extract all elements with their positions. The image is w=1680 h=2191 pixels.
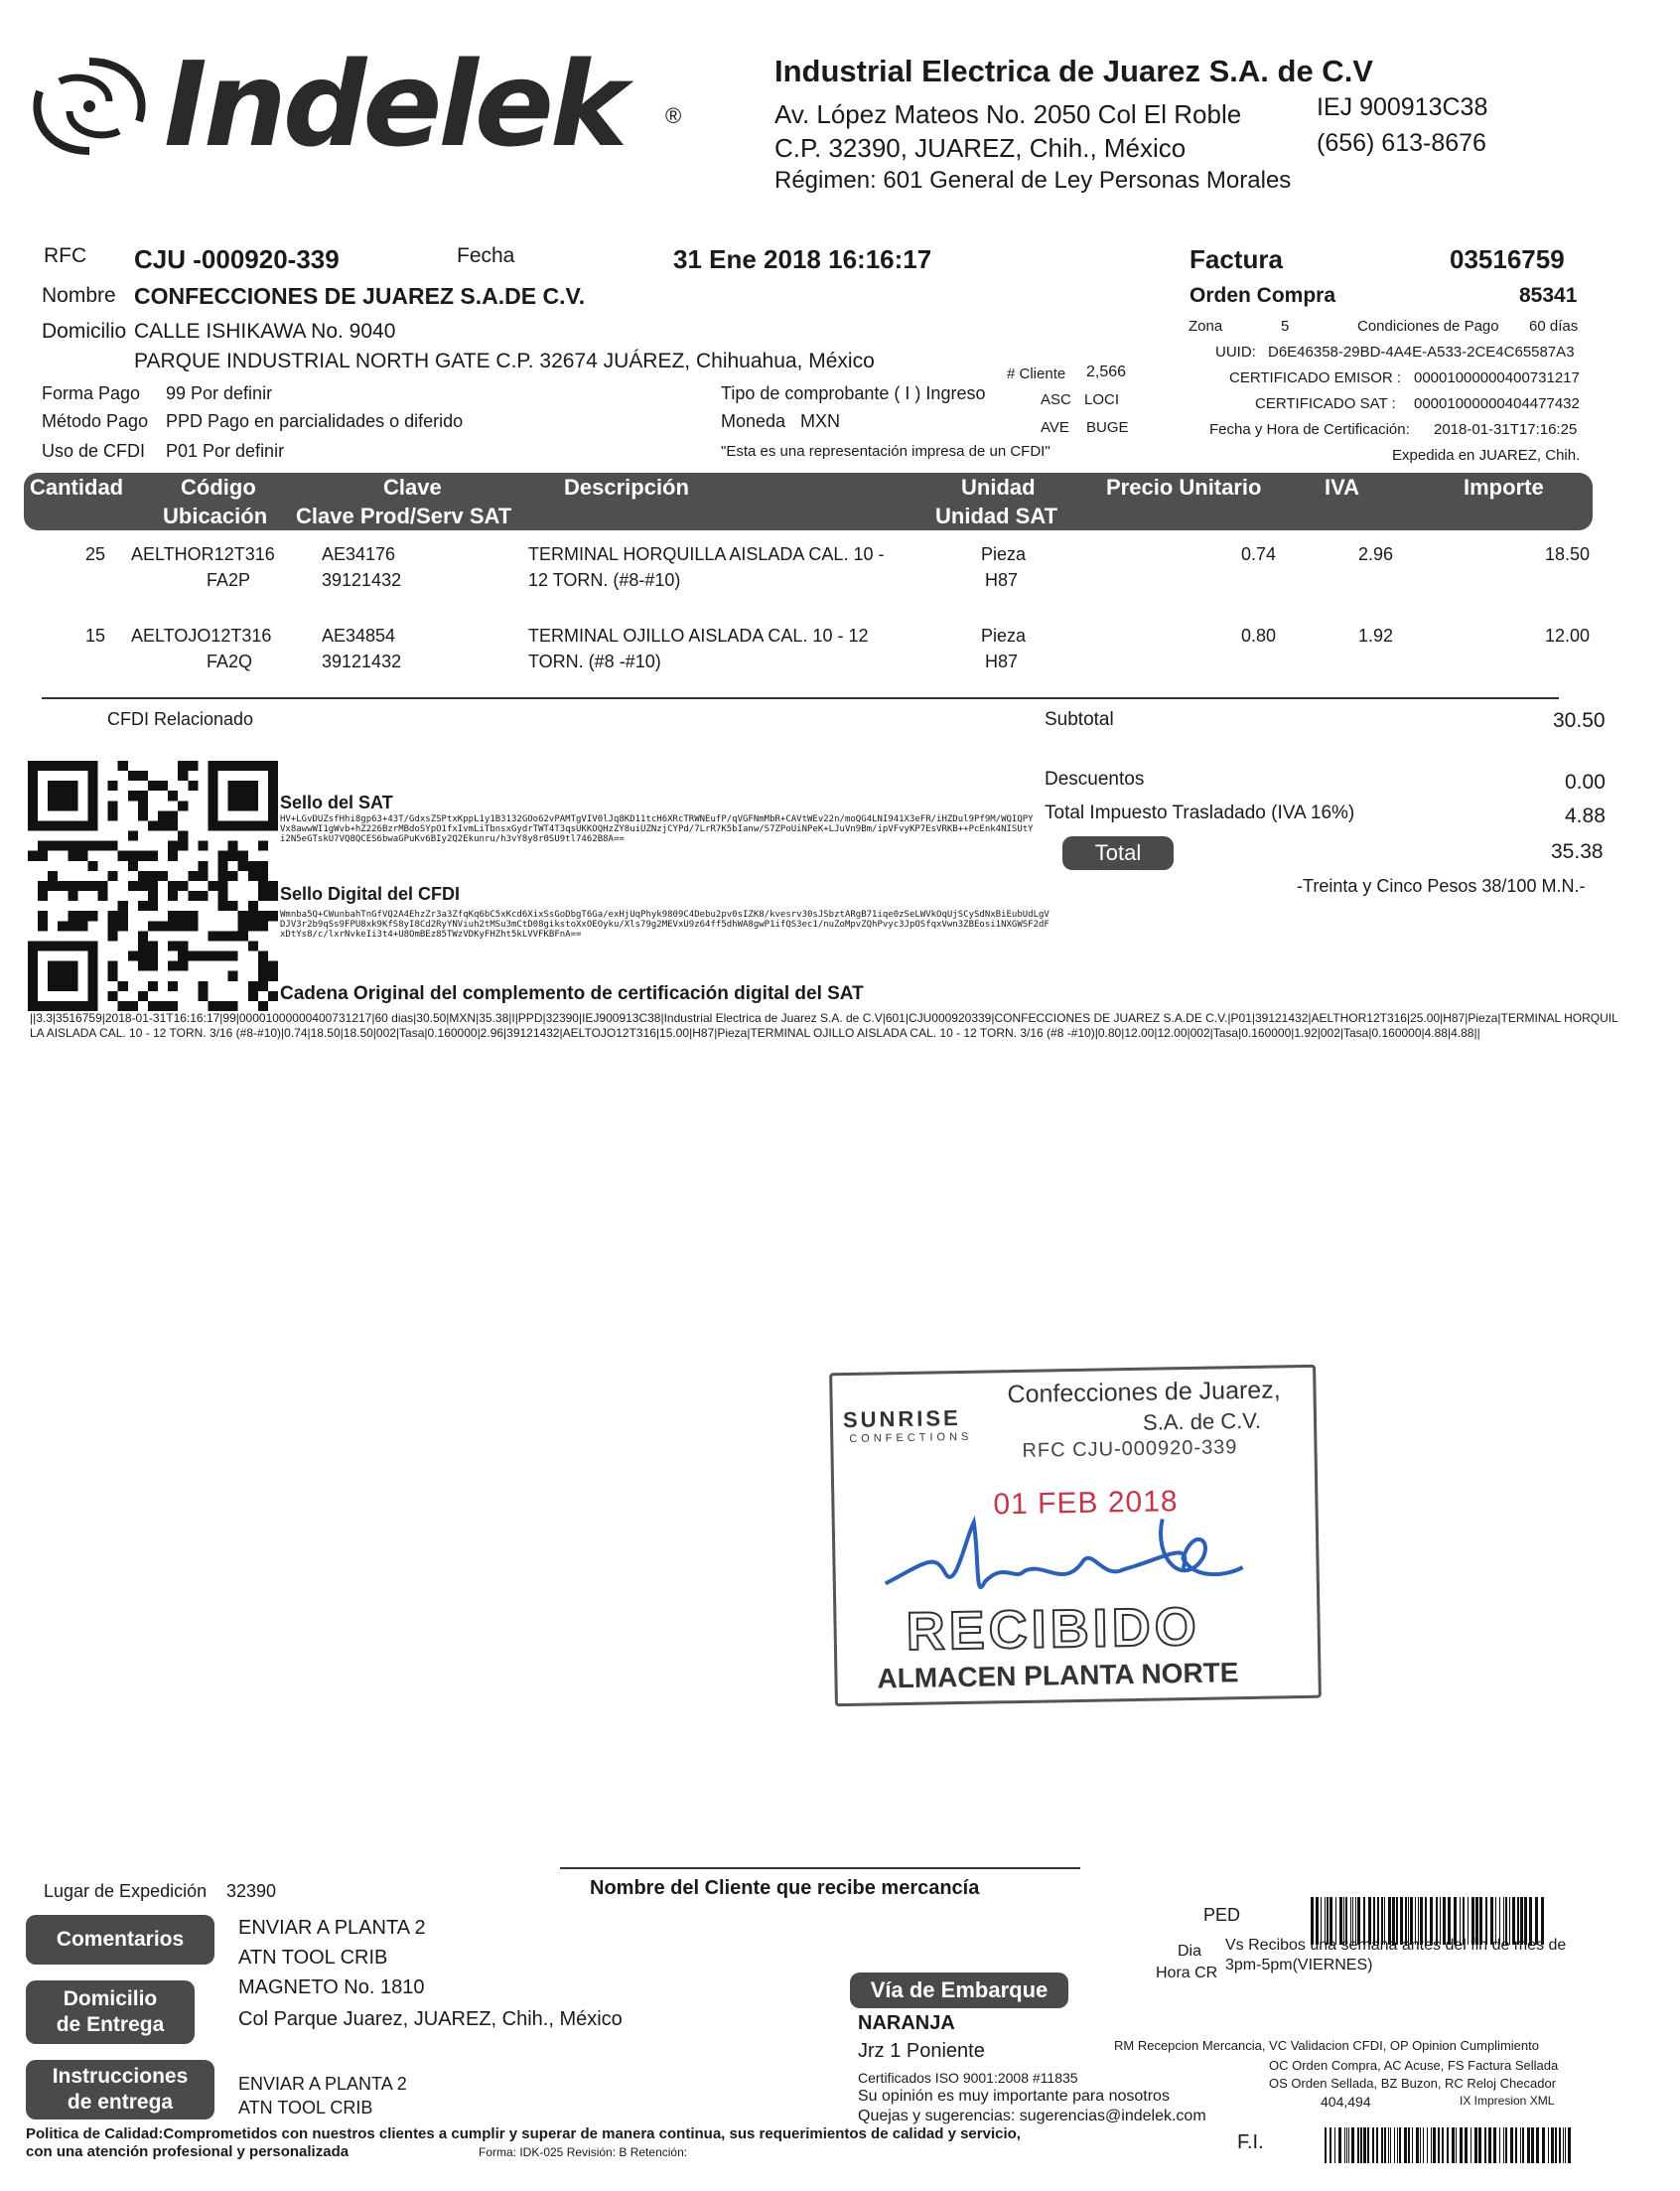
row-clave-sat: 39121432	[322, 652, 402, 671]
row-codigo: AELTOJO12T316	[131, 626, 272, 646]
politica-calidad: Politica de Calidad:Comprometidos con nuestros clientes a cumplir y superar de manera continua, sus requerimientos de calidad y servicio,	[26, 2125, 1021, 2142]
domicilio-entrega-line2: de Entrega	[56, 2013, 165, 2036]
col-ubicacion: Ubicación	[163, 504, 268, 528]
orden-label: Orden Compra	[1190, 284, 1336, 307]
col-clave-prod: Clave Prod/Serv SAT	[296, 504, 512, 528]
registered-mark: ®	[665, 103, 682, 128]
via-embarque-label: Vía de Embarque	[850, 1972, 1068, 2008]
sello-cfdi-label: Sello Digital del CFDI	[280, 884, 461, 904]
rfc-label: RFC	[44, 244, 87, 267]
invoice-date: 31 Ene 2018 16:16:17	[673, 244, 932, 274]
moneda-label: Moneda	[721, 411, 786, 431]
asc-value: LOCI	[1084, 391, 1120, 408]
row-desc2: TORN. (#8 -#10)	[528, 652, 661, 671]
iso-cert: Certificados ISO 9001:2008 #11835	[858, 2070, 1078, 2086]
barcode-bottom	[1325, 2127, 1575, 2163]
row-importe: 18.50	[1545, 544, 1591, 564]
subtotal-label: Subtotal	[1045, 709, 1114, 730]
row-iva: 2.96	[1358, 544, 1394, 564]
col-importe: Importe	[1464, 475, 1544, 500]
logo-text: Indelek	[164, 36, 625, 173]
comentarios-line2: ATN TOOL CRIB	[238, 1947, 388, 1969]
via-embarque-value2: Jrz 1 Poniente	[858, 2040, 985, 2062]
instrucciones-line1: Instrucciones	[52, 2065, 189, 2088]
subtotal-value: 30.50	[1553, 709, 1606, 732]
total-value: 35.38	[1551, 840, 1604, 863]
row-desc1: TERMINAL HORQUILLA AISLADA CAL. 10 -	[528, 544, 885, 564]
row-ubicacion: FA2Q	[207, 652, 253, 671]
condiciones-label: Condiciones de Pago	[1357, 318, 1499, 335]
company-address2: C.P. 32390, JUAREZ, Chih., México	[774, 133, 1187, 163]
row-unidad: Pieza	[981, 626, 1027, 646]
metodo-label: Método Pago	[42, 411, 149, 431]
fecha-label: Fecha	[457, 244, 515, 267]
table-header	[24, 473, 1593, 530]
stamp-recibido: RECIBIDO	[906, 1596, 1201, 1662]
fecha-cert-value: 2018-01-31T17:16:25	[1434, 421, 1578, 438]
nombre-cliente-label: Nombre del Cliente que recibe mercancía	[590, 1877, 980, 1899]
col-unidad: Unidad	[961, 475, 1036, 500]
expedida: Expedida en JUAREZ, Chih.	[1392, 447, 1581, 464]
descuentos-value: 0.00	[1565, 771, 1606, 794]
recibos-line2: 3pm-5pm(VIERNES)	[1225, 1957, 1373, 1973]
recibos-line1: Vs Recibos una semana antes del fin de mes de	[1225, 1937, 1567, 1954]
opinion-text: Su opinión es muy importante para nosotros	[858, 2088, 1170, 2105]
cadena-value: ||3.3|3516759|2018-01-31T16:16:17|99|00001000000400731217|60 dias|30.50|MXN|35.38|I|PPD|32390|IEJ900913C38|Industrial Electrica de Juarez S.A. de C.V|601|CJU000920339|CONFECCIONES DE JUAREZ S.A.DE C.V.|P01|39121432|AELTHOR12T316|25.00|H87|Pieza|TERMINAL HORQUILLA AISLADA CAL. 10 - 12 TORN. 3/16 (#8-#10)|0.74|18.50|18.50|002|Tasa|0.160000|2.96|39121432|AELTOJO12T316|15.00|H87|Pieza|TERMINAL OJILLO AISLADA CAL. 10 - 12 TORN. 3/16 (#8 -#10)|0.80|12.00|12.00|002|Tasa|0.160000|1.92|002|Tasa|0.160000|4.88|4.88||	[30, 1011, 1618, 1040]
row-precio: 0.74	[1241, 544, 1277, 564]
instrucciones2: ATN TOOL CRIB	[238, 2098, 373, 2118]
signature-line	[560, 1867, 1080, 1869]
company-name: Industrial Electrica de Juarez S.A. de C.V	[774, 54, 1373, 88]
company-address1: Av. López Mateos No. 2050 Col El Roble	[774, 99, 1242, 129]
domicilio-entrega-line1: Domicilio	[63, 1987, 158, 2010]
lugar-value: 32390	[226, 1881, 277, 1901]
domicilio-label: Domicilio	[42, 320, 127, 343]
forma-pago-label: Forma Pago	[42, 383, 141, 403]
cfdi-relacionado: CFDI Relacionado	[107, 709, 254, 729]
representacion-note: "Esta es una representación impresa de un CFDI"	[721, 443, 1050, 460]
nombre-label: Nombre	[42, 284, 116, 307]
stamp-company2: S.A. de C.V.	[1142, 1407, 1262, 1435]
client-name: CONFECCIONES DE JUAREZ S.A.DE C.V.	[134, 283, 586, 309]
forma-pago-value: 99 Por definir	[166, 383, 273, 403]
sello-cfdi-value: Wmnba5Q+CWunbahTnGfVQ2A4EhzZr3a3ZfqKq6bC5xKcd6XixSsGoDbgT6Ga/exHjUqPhyk9809C4Debu2pv0sIZK8/kvesrv30sJSbztARgB71iqe0zSeLWVkOqUjSCySdNxBiEubUdLgVDJV3r2b9qSs9FPU8xk9KfS8yI8Cd2RyYNViuh2tMSu3mCtD08gikstoXxOEOyku/Xls79g2MEVxU9z64ff5dhWA8gwP1ifQS3ec1/nuZoMpvZQhPvyc3JpOSfqxVwn3ZBEosi1NXGWSF2dFxDtYs8/c/lxrNvkeIi3t4+U8OmBEz85TWzVDKyFHZht5kLVVFKBFnA==	[280, 910, 1050, 940]
qr-code	[28, 761, 278, 1011]
descuentos-label: Descuentos	[1045, 769, 1145, 790]
uuid-label: UUID:	[1215, 344, 1256, 361]
fecha-cert-label: Fecha y Hora de Certificación:	[1209, 421, 1410, 438]
instrucciones1: ENVIAR A PLANTA 2	[238, 2074, 407, 2094]
metodo-value: PPD Pago en parcialidades o diferido	[166, 411, 464, 431]
factura-label: Factura	[1190, 244, 1283, 274]
row-desc2: 12 TORN. (#8-#10)	[528, 570, 681, 590]
company-phone: (656) 613-8676	[1317, 129, 1486, 157]
table-divider	[42, 697, 1559, 699]
stamp-date: 01 FEB 2018	[993, 1485, 1179, 1522]
comentarios-label: Comentarios	[26, 1915, 214, 1965]
swirl-logo-icon	[20, 42, 159, 171]
fi-label: F.I.	[1237, 2131, 1264, 2153]
row-cantidad: 25	[85, 544, 106, 564]
uso-value: P01 Por definir	[166, 441, 285, 461]
row-clave: AE34176	[322, 544, 396, 564]
company-regimen: Régimen: 601 General de Ley Personas Morales	[774, 167, 1292, 194]
zona-label: Zona	[1189, 318, 1223, 335]
dia-label: Dia	[1178, 1943, 1202, 1960]
domicilio-entrega1: MAGNETO No. 1810	[238, 1976, 425, 1998]
legend-line1: RM Recepcion Mercancia, VC Validacion CFDI, OP Opinion Cumplimiento	[1114, 2038, 1539, 2053]
row-precio: 0.80	[1241, 626, 1277, 646]
impuesto-value: 4.88	[1565, 804, 1606, 827]
col-codigo: Código	[181, 475, 256, 500]
cert-emisor-label: CERTIFICADO EMISOR :	[1229, 369, 1402, 386]
politica-calidad2: con una atención profesional y personalizada	[26, 2143, 350, 2160]
client-rfc: CJU -000920-339	[134, 244, 340, 274]
row-unidad-sat: H87	[985, 652, 1019, 671]
total-letra: -Treinta y Cinco Pesos 38/100 M.N.-	[1297, 876, 1586, 896]
legend-line2: OC Orden Compra, AC Acuse, FS Factura Sellada	[1269, 2058, 1559, 2073]
row-unidad: Pieza	[981, 544, 1027, 564]
row-cantidad: 15	[85, 626, 106, 646]
col-clave: Clave	[383, 475, 442, 500]
cliente-number: 2,566	[1086, 364, 1127, 380]
row-importe: 12.00	[1545, 626, 1591, 646]
footer-number: 404,494	[1321, 2094, 1371, 2110]
stamp-rfc: RFC CJU-000920-339	[1022, 1436, 1238, 1462]
row-clave-sat: 39121432	[322, 570, 402, 590]
ped-label: PED	[1203, 1905, 1241, 1925]
tipo-comprobante: Tipo de comprobante ( I ) Ingreso	[721, 383, 986, 403]
client-address2: PARQUE INDUSTRIAL NORTH GATE C.P. 32674 JUÁREZ, Chihuahua, México	[134, 350, 875, 372]
purchase-order: 85341	[1519, 284, 1578, 307]
row-codigo: AELTHOR12T316	[131, 544, 275, 564]
stamp-company1: Confecciones de Juarez,	[1007, 1376, 1281, 1409]
sello-sat-label: Sello del SAT	[280, 793, 393, 812]
col-descripcion: Descripción	[564, 475, 689, 500]
stamp-brand-sub: CONFECTIONS	[849, 1430, 973, 1445]
impuesto-label: Total Impuesto Trasladado (IVA 16%)	[1045, 803, 1355, 823]
cert-emisor-value: 00001000000400731217	[1414, 369, 1580, 386]
cadena-label: Cadena Original del complemento de certificación digital del SAT	[280, 983, 864, 1004]
cert-sat-value: 00001000000404477432	[1414, 395, 1580, 412]
legend-line3: OS Orden Sellada, BZ Buzon, RC Reloj Checador	[1269, 2076, 1557, 2091]
domicilio-entrega2: Col Parque Juarez, JUAREZ, Chih., México	[238, 2008, 623, 2030]
moneda-value: MXN	[800, 411, 840, 431]
via-embarque-value: NARANJA	[858, 2012, 955, 2034]
total-label: Total	[1062, 836, 1174, 870]
company-rfc: IEJ 900913C38	[1317, 93, 1488, 121]
col-iva: IVA	[1325, 475, 1360, 500]
lugar-label: Lugar de Expedición	[44, 1881, 208, 1901]
row-iva: 1.92	[1358, 626, 1394, 646]
uuid-value: D6E46358-29BD-4A4E-A533-2CE4C65587A3	[1268, 344, 1575, 361]
instrucciones-line2: de entrega	[67, 2091, 174, 2114]
ave-label: AVE	[1041, 419, 1069, 436]
quejas-text: Quejas y sugerencias: sugerencias@indelek.com	[858, 2108, 1206, 2124]
invoice-number: 03516759	[1450, 244, 1565, 274]
instrucciones-label	[26, 2060, 214, 2119]
client-address1: CALLE ISHIKAWA No. 9040	[134, 320, 396, 343]
condiciones-value: 60 días	[1529, 318, 1579, 335]
ave-value: BUGE	[1086, 419, 1129, 436]
hora-label: Hora CR	[1156, 1965, 1218, 1981]
zona-value: 5	[1281, 318, 1290, 335]
col-unidad-sat: Unidad SAT	[935, 504, 1058, 528]
impresion-xml: IX Impresion XML	[1460, 2094, 1555, 2108]
asc-label: ASC	[1041, 391, 1071, 408]
cliente-label: # Cliente	[1007, 365, 1066, 382]
forma-revision: Forma: IDK-025 Revisión: B Retención:	[479, 2145, 688, 2159]
sello-sat-value: HV+LGvDUZsfHhi8gp63+43T/GdxsZSPtxKppL1y1B3132GOo62vPAMTgVIV0lJq8KD11tcH6XRcTRWNEufP/qVGFNmMbR+CAVtWEv22n/moQG4LNI941X3eFR/iHZDul9Pf9M/WQIQPYVx8awwWI1gWvb+hZ226BzrMBdoSYpO1fxIvmLiTbnsxGydrTWT4T3qsUKKOQHzZY8uiUZNzjCYPd/7LrR7K5bIanw/S7ZPoUiNPeK+LJuVn9Bm/ipVFvyKP7EsVRKB++PcEnk4NISUtYi2N5eGTskU7VQ8QCES6bwaGPuKv6BIy2Q2Ekunru/h3vY8y8r0SU9tl7462B8A==	[280, 814, 1034, 844]
received-stamp	[829, 1365, 1322, 1707]
cert-sat-label: CERTIFICADO SAT :	[1255, 395, 1396, 412]
uso-label: Uso de CFDI	[42, 441, 146, 461]
comentarios-line1: ENVIAR A PLANTA 2	[238, 1917, 426, 1939]
row-ubicacion: FA2P	[207, 570, 251, 590]
row-clave: AE34854	[322, 626, 396, 646]
company-logo	[20, 36, 695, 181]
domicilio-entrega-label	[26, 1980, 195, 2044]
stamp-brand: SUNRISE	[842, 1404, 961, 1433]
col-cantidad: Cantidad	[30, 475, 124, 500]
col-precio: Precio Unitario	[1106, 475, 1262, 500]
stamp-almacen: ALMACEN PLANTA NORTE	[877, 1657, 1239, 1694]
row-desc1: TERMINAL OJILLO AISLADA CAL. 10 - 12	[528, 626, 869, 646]
row-unidad-sat: H87	[985, 570, 1019, 590]
